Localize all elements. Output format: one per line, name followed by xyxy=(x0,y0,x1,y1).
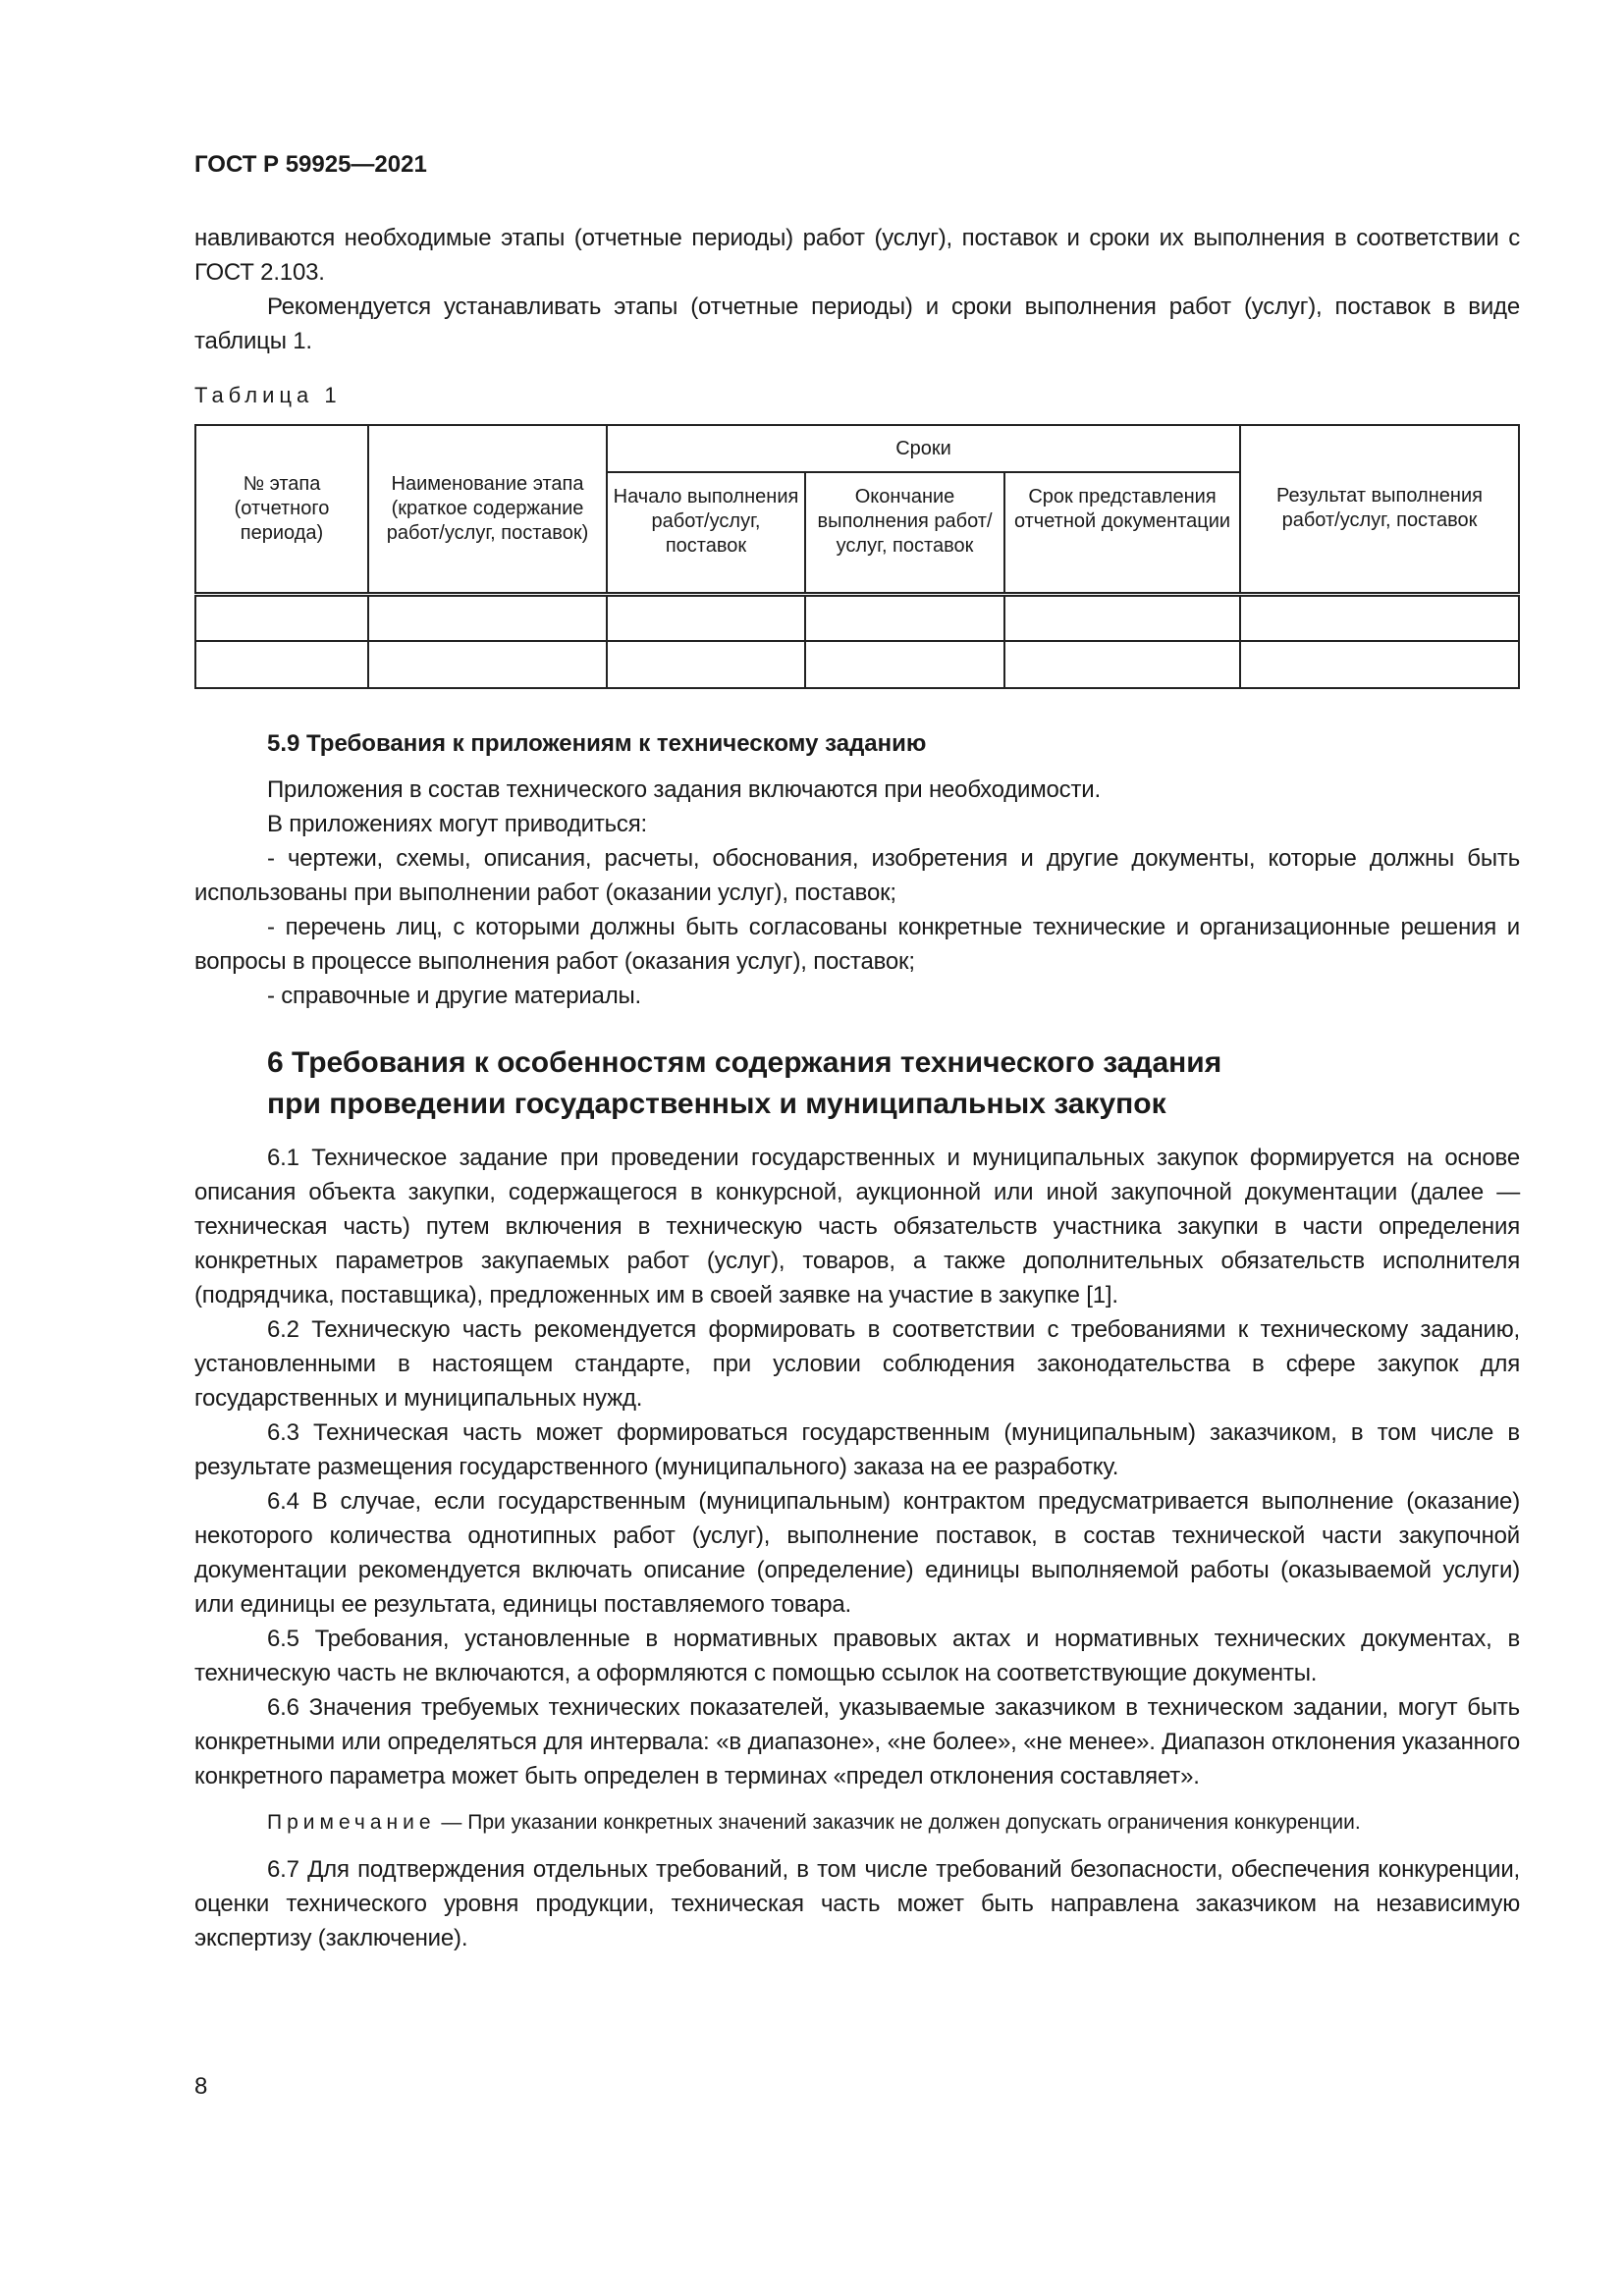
table-row xyxy=(195,641,1519,688)
document-header: ГОСТ Р 59925—2021 xyxy=(194,151,427,178)
header-terms: Сроки xyxy=(607,425,1240,472)
section-6 xyxy=(194,1042,1520,1955)
header-name: Наименование этапа (краткое содержание работ/услуг, поставок) xyxy=(368,425,607,594)
section-5-9 xyxy=(194,726,1520,1013)
list-item: - справочные и другие материалы. xyxy=(267,983,642,1009)
table-label: Таблица 1 xyxy=(194,383,342,407)
paragraph: 6.2 Техническую часть рекомендуется формировать в соответствии с требованиями к техническому заданию, установленными в настоящем стандарте, при условии соблюдения законодательства в сфере закупок для государственных и муниципальных нужд. xyxy=(194,1316,1520,1412)
note-text: — При указании конкретных значений заказчик не должен допускать ограничения конкуренции. xyxy=(435,1811,1361,1834)
page-number: 8 xyxy=(194,2073,208,2100)
section-heading: 5.9 Требования к приложениям к техническому заданию xyxy=(267,730,927,757)
paragraph: 6.4 В случае, если государственным (муниципальным) контрактом предусматривается выполнение (оказание) некоторого количества однотипных работ (услуг), выполнение поставок, в состав технической части закупочной документации рекомендуется включать описание (определение) единицы выполняемой работы (оказываемой услуги) или единицы ее результата, единицы поставляемого товара. xyxy=(194,1488,1520,1618)
paragraph: 6.6 Значения требуемых технических показателей, указываемые заказчиком в техническом задании, могут быть конкретными или определяться для интервала: «в диапазоне», «не более», «не менее». Диапазон отклонения указанного конкретного параметра может быть определен в терминах «предел отклонения составляет». xyxy=(194,1694,1520,1789)
header-start: Начало выполнения работ/услуг, поставок xyxy=(607,472,805,594)
paragraph: В приложениях могут приводиться: xyxy=(267,811,647,837)
paragraph: 6.5 Требования, установленные в нормативных правовых актах и нормативных технических документах, в техническую часть не включаются, а оформляются с помощью ссылок на соответствующие документы. xyxy=(194,1626,1520,1686)
note xyxy=(194,1807,1520,1839)
header-report: Срок представления отчетной документации xyxy=(1004,472,1240,594)
list-item: - перечень лиц, с которыми должны быть согласованы конкретные технические и организационные решения и вопросы в процессе выполнения работ (оказания услуг), поставок; xyxy=(194,914,1520,975)
paragraph: 6.7 Для подтверждения отдельных требований, в том числе требований безопасности, обеспечения конкуренции, оценки технического уровня продукции, техническая часть может быть направлена заказчиком на независимую экспертизу (заключение). xyxy=(194,1856,1520,1951)
list-item: - чертежи, схемы, описания, расчеты, обоснования, изобретения и другие документы, которые должны быть использованы при выполнении работ (оказании услуг), поставок; xyxy=(194,845,1520,906)
header-result: Результат выполнения работ/услуг, поставок xyxy=(1240,425,1519,594)
paragraph: 6.1 Техническое задание при проведении государственных и муниципальных закупок формируется на основе описания объекта закупки, содержащегося в конкурсной, аукционной или иной закупочной документации (далее — техническая часть) путем включения в техническую часть обязательств участника закупки в части определения конкретных параметров закупаемых работ (услуг), товаров, а также дополнительных обязательств исполнителя (подрядчика, поставщика), предложенных им в своей заявке на участие в закупке [1]. xyxy=(194,1145,1520,1308)
intro-text xyxy=(194,221,1520,358)
paragraph: навливаются необходимые этапы (отчетные периоды) работ (услуг), поставок и сроки их выполнения в соответствии с ГОСТ 2.103. xyxy=(194,225,1520,286)
header-stage: № этапа (отчетного периода) xyxy=(195,425,368,594)
paragraph: Рекомендуется устанавливать этапы (отчетные периоды) и сроки выполнения работ (услуг), поставок в виде таблицы 1. xyxy=(194,294,1520,354)
note-label: Примечание xyxy=(267,1811,436,1834)
section-title: 6 Требования к особенностям содержания технического задания xyxy=(267,1046,1222,1079)
stages-table xyxy=(194,424,1520,689)
header-end: Окончание выполнения работ/услуг, поставок xyxy=(805,472,1004,594)
section-title: при проведении государственных и муниципальных закупок xyxy=(267,1088,1166,1120)
paragraph: 6.3 Техническая часть может формироваться государственным (муниципальным) заказчиком, в том числе в результате размещения государственного (муниципального) заказа на ее разработку. xyxy=(194,1419,1520,1480)
table-row xyxy=(195,594,1519,641)
paragraph: Приложения в состав технического задания включаются при необходимости. xyxy=(267,776,1101,803)
